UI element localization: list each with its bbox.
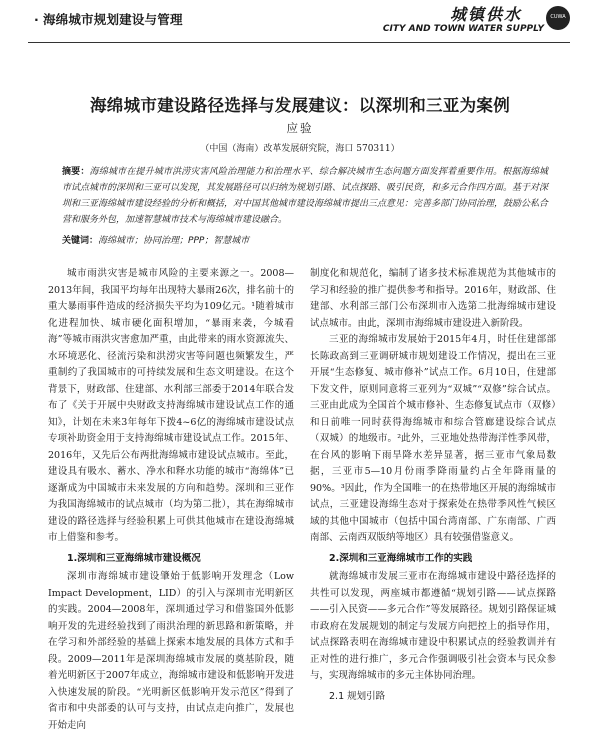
article-title: 海绵城市建设路径选择与发展建议：以深圳和三亚为案例	[90, 96, 510, 115]
body-paragraph: 城市雨洪灾害是城市风险的主要来源之一。2008—2013年间，我国平均每年出现特大暴雨26次，排名前十的重大暴雨事件造成的经济损失平均为109亿元。¹随着城市化进程加快、城市硬化面积增加，“暴雨来袭，今城看海”等城市雨洪灾害愈加严重，由此带来的雨水资源流失、水环境恶化、径流污染和洪涝灾害等问题也频繁发生，严重制约了我国城市的可持续发展和生态文明建设。在这个背景下，财政部、住建部、水利部三部委于2014年联合发布了《关于开展中央财政支持海绵城市建设试点工作的通知》，计划在未来3年每年下拨4~6亿的海绵城市建设试点专项补助资金用于支持海绵城市建设试点工作。2015年、2016年，又先后公布两批海绵城市建设试点城市。至此，建设具有吸水、蓄水、净水和释水功能的城市“海绵体”已逐渐成为中国城市未来发展的方向和趋势。深圳和三亚作为我国海绵城市的试点城市（均为第二批），其在海绵城市建设的路径选择与经验积累上可供其他城市在建设海绵城市上借鉴和参考。	[48, 268, 294, 543]
abstract	[62, 164, 548, 228]
subsection-heading-2-1: 2.1 规划引路	[329, 690, 386, 702]
journal-logo-cn: 城镇供水	[449, 5, 522, 24]
article-author: 应验	[286, 121, 314, 135]
abstract-text: 海绵城市在提升城市洪涝灾害风险治理能力和治理水平、综合解决城市生态问题方面发挥着重要作用。根据海绵城市试点城市的深圳和三亚可以发现，其发展路径可以归纳为规划引路、试点探路、吸引民资，和多元合作四方面。基于对深圳和三亚海绵城市建设经验的分析和概括，对中国其他城市建设海绵城市提出三点意见：完善多部门协同治理，鼓励公私合营和服务外包，加速智慧城市技术与海绵城市建设融合。	[62, 167, 549, 225]
abstract-label: 摘要：	[62, 167, 90, 177]
keywords	[62, 233, 548, 249]
keywords-label: 关键词：	[62, 236, 99, 246]
body-paragraph: 三亚的海绵城市发展始于2015年4月，时任住建部部长陈政高到三亚调研城市规划建设工作情况，提出在三亚开展“生态修复、城市修补”试点工作。6月10日，住建部下发文件，原则同意将三亚列为“双城”“双修”综合试点。三亚由此成为全国首个城市修补、生态修复试点市（双修）和日前唯一同时获得海绵城市和综合管廊建设综合试点（双城）的地级市。²此外，三亚地处热带海洋性季风带，在台风的影响下雨旱降水差异显著，据三亚市气象局数据，三亚市5—10月份雨季降雨量约占全年降雨量的90%。³因此，作为全国唯一的在热带地区开展的海绵城市试点，三亚建设海绵生态对于探索处在热带季风性气候区域的其他中国城市（包括中国台湾南部、广东南部、广西南部、云南西双版纳等地区）具有较强借鉴意义。	[310, 334, 556, 543]
author-affiliation: （中国（海南）改革发展研究院，海口 570311）	[200, 144, 400, 154]
body-paragraph: 制度化和规范化，编制了诸多技术标准规范为其他城市的学习和经验的推广提供参考和指导。2016年，财政部、住建部、水利部三部门公布深圳市入选第二批海绵城市建设试点城市。由此，深圳市海绵城市建设进入新阶段。	[310, 268, 556, 329]
column-label-dot: ·	[34, 12, 39, 27]
column-label-text: 海绵城市规划建设与管理	[42, 12, 183, 27]
body-paragraph: 深圳市海绵城市建设肇始于低影响开发理念（Low Impact Development，LID）的引入与深圳市光明新区的实践。2004—2008年，深圳通过学习和借鉴国外低影响开发的先进经验找到了雨洪治理的新思路和新策略，并在学习和外部经验的基础上探索本地发展的具体方式和手段。2009—2011年是深圳海绵城市发展的奠基阶段，随着光明新区于2007年成立，海绵城市建设和低影响开发进入快速发展的阶段。“光明新区低影响开发示范区”得到了省市和中央部委的认可与支持，由试点走向推广，发展也开始走向	[48, 571, 294, 731]
column-label	[34, 10, 183, 28]
journal-logo	[365, 2, 570, 42]
body-column-left	[48, 266, 294, 734]
globe-icon	[546, 6, 570, 30]
logo-badge: CUWA	[550, 14, 566, 20]
journal-logo-en: CITY AND TOWN WATER SUPPLY	[382, 24, 544, 34]
body-paragraph: 就海绵城市发展三亚市在海绵城市建设中路径选择的共性可以发现，两座城市都遵循“规划引路——试点探路——引入民资——多元合作”等发展路径。规划引路保证城市政府在发展规划的制定与发展方向把控上的指导作用，试点探路表明在海绵城市建设中积累试点的经验教训并有正对性的进行推广，多元合作强调吸引社会资本与民众参与，实现海绵城市的多元主体协同治理。	[310, 571, 556, 681]
section-heading-1: 1.深圳和三亚海绵城市建设概况	[67, 552, 201, 564]
section-heading-2: 2.深圳和三亚海绵城市工作的实践	[329, 552, 473, 564]
header-divider	[28, 42, 570, 43]
keywords-text: 海绵城市；协同治理；PPP；智慧城市	[98, 236, 250, 246]
body-column-right	[310, 266, 556, 707]
